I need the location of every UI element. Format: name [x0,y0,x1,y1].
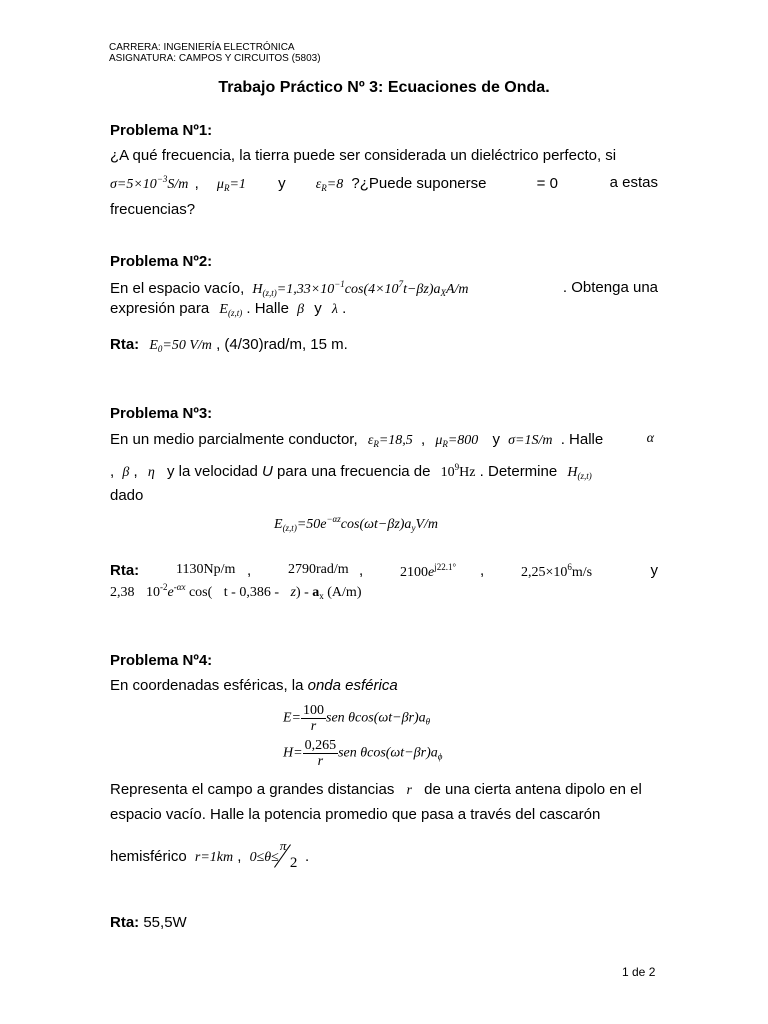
problem-4-e-equation: E= $\frac{100}{r}$ sen $\theta\cos(\omega t-\beta r)a_\theta$ [283,703,431,734]
sigma-expr: $\sigma=5\times 10^{-3}S/m$ [110,174,189,192]
eps-expr: $\varepsilon_R=8$ [315,177,344,193]
problem-3-answer-line-1: Rta: 1130Np/m , 2790rad/m , $2100e^{j22.1^\circ}$ , $2,25\times 10^6m/s$ y [110,562,658,580]
problem-4-answer: Rta: 55,5W [110,914,187,931]
problem-3-e-equation: $E_{(z,t)}=50e^{-\alpha z}\cos(\omega t-\beta z)a_yV/m$ [274,514,438,533]
problem-1-line-2: $\sigma=5\times 10^{-3}S/m$ , $\mu_R=1$ y $\varepsilon_R=8$ ?¿Puede suponerse = 0 a estas [110,174,658,193]
mu-expr: $\mu_R=1$ [216,177,246,193]
problem-2-line-1: En el espacio vacío, $H_{(z,t)}=1,33\times 10^{-1}\cos(4\times 10^7t-\beta z)a_XA/m$ . Obtenga una [110,279,658,298]
problem-4-line-1: Representa el campo a grandes distancias r de una cierta antena dipolo en el [110,781,642,798]
e-field-expr: $E_{(z,t)}$ [219,302,243,318]
problem-4-h-equation: H= $\frac{0,265}{r}$ sen $\theta\cos(\omega t-\beta r)a_\phi$ [283,738,443,769]
problem-4-intro: En coordenadas esféricas, la onda esférica [110,677,398,694]
problem-1-heading: Problema Nº1: [110,122,213,139]
problem-3-line-1: En un medio parcialmente conductor, $\varepsilon_R=18,5$ , $\mu_R=800$ y σ=1S/m . Halle α [110,431,654,449]
problem-2-line-2: expresión para $E_{(z,t)}$ . Halle β y λ . [110,300,347,318]
problem-4-heading: Problema Nº4: [110,652,213,669]
header-subject: ASIGNATURA: CAMPOS Y CIRCUITOS (5803) [109,53,321,64]
problem-2-answer: Rta: $E_0=50$ V/m , (4/30)rad/m, 15 m. [110,336,348,354]
page-number: 1 de 2 [622,965,656,979]
problem-3-line-3: dado [110,487,144,504]
problem-3-answer-line-2: 2,38 $10^{-2}e^{-\alpha x}$ cos( t - $0,386 - z) - a_x$ (A/m) [110,582,362,601]
h-field-expr: $H_{(z,t)}=1,33\times 10^{-1}\cos(4\times 10^7t-\beta z)a_XA/m$ [252,279,469,298]
problem-1-line-3: frecuencias? [110,201,196,218]
page-title: Trabajo Práctico Nº 3: Ecuaciones de Onda. [218,79,550,96]
problem-2-heading: Problema Nº2: [110,253,213,270]
header-career: CARRERA: INGENIERÍA ELECTRÓNICA [109,42,295,53]
problem-3-line-2: , β , η y la velocidad U para una frecuencia de $10^9Hz$ . Determine $H_{(z,t)}$ [110,462,592,481]
problem-4-line-2: espacio vacío. Halle la potencia promedio que pasa a través del cascarón [110,806,601,823]
problem-4-line-3: hemisférico r=1km , 0≤θ≤ π 2 . [110,837,310,871]
problem-1-line-1: ¿A qué frecuencia, la tierra puede ser considerada un dieléctrico perfecto, si [110,147,617,164]
problem-3-heading: Problema Nº3: [110,405,213,422]
